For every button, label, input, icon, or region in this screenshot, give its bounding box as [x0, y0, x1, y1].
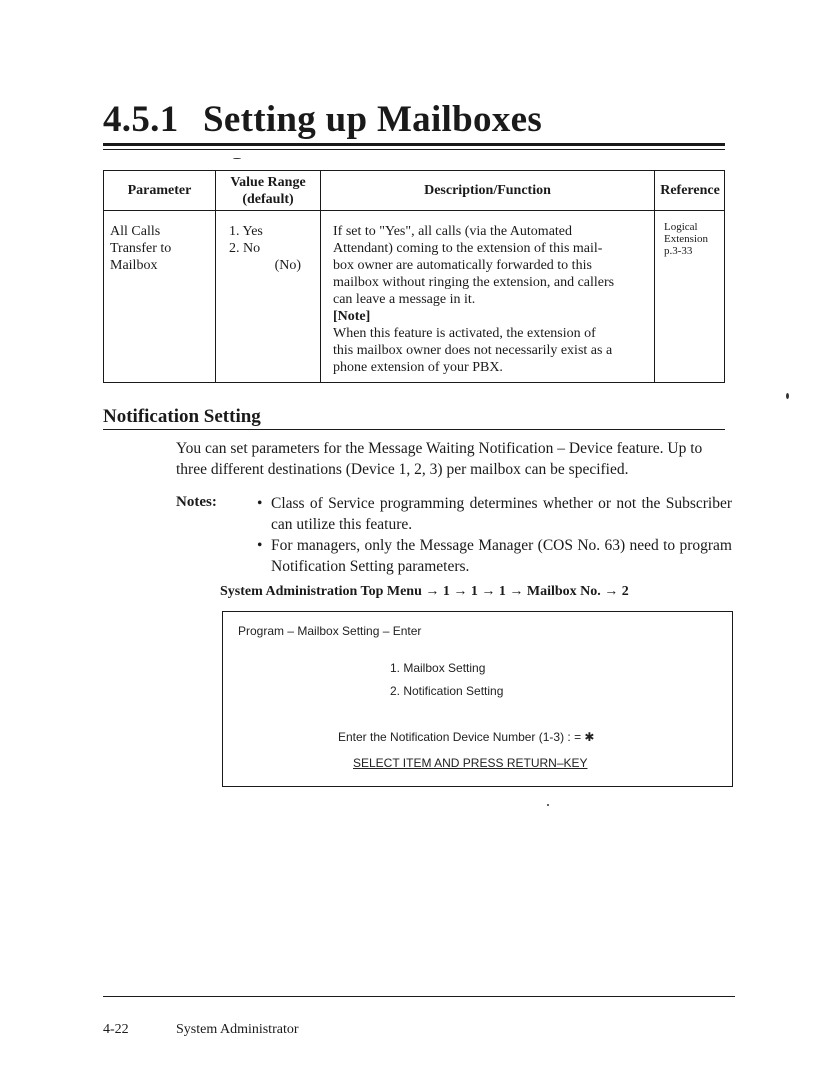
title-rule-thin [103, 149, 725, 150]
page-number: 4-22 [103, 1022, 129, 1037]
menu-option-mailbox-setting: 1. Mailbox Setting [390, 661, 486, 675]
terminal-screen [222, 611, 733, 787]
note-label: [Note] [333, 309, 371, 324]
header-value-range: Value Range (default) [230, 175, 306, 207]
section-title: Notification Setting [103, 406, 261, 427]
scan-speck [233, 158, 241, 159]
section-number: 4.5.1 [103, 99, 179, 140]
menu-option-notification-setting: 2. Notification Setting [390, 684, 504, 698]
page-title [103, 98, 542, 141]
parameter-table [103, 170, 725, 383]
cell-description: If set to "Yes", all calls (via the Automated Attendant) coming to the extension of this mail- box owner are automatically forwarded to this mailbox without ringing the extension, and callers can leave a message in it. [Note] When this feature is activated, the extension of this mailbox owner does not necessarily exist as a phone extension of your PBX. [333, 224, 615, 375]
notes-label: Notes: [176, 494, 217, 510]
scan-speck [547, 804, 549, 806]
scan-speck [786, 393, 789, 399]
section-rule [103, 429, 725, 430]
cell-reference: Logical Extension p.3-33 [664, 221, 708, 257]
note-item: • Class of Service programming determines whether or not the Subscriber can utilize this feature. [257, 495, 732, 533]
screen-instruction: SELECT ITEM AND PRESS RETURN–KEY [353, 756, 588, 770]
header-description: Description/Function [424, 183, 551, 198]
footer-rule [103, 996, 735, 997]
notes-list [257, 493, 732, 577]
menu-path: System Administration Top Menu → 1 → 1 → 1 → Mailbox No. → 2 [220, 584, 629, 599]
title-rule [103, 143, 725, 146]
screen-header: Program – Mailbox Setting – Enter [238, 624, 422, 638]
header-parameter: Parameter [127, 183, 192, 198]
note-item: • For managers, only the Message Manager (COS No. 63) need to program Notification Setting parameters. [257, 537, 732, 575]
section-heading: Setting up Mailboxes [203, 99, 543, 140]
header-reference: Reference [660, 183, 720, 198]
device-number-prompt: Enter the Notification Device Number (1-3) : = ✱ [338, 730, 595, 744]
cell-value-range: 1. Yes 2. No (No) [229, 224, 301, 273]
section-paragraph: You can set parameters for the Message Waiting Notification – Device feature. Up to three different destinations (Device 1, 2, 3) per mailbox can be specified. [176, 440, 703, 478]
footer-title: System Administrator [176, 1022, 299, 1037]
cell-parameter: All Calls Transfer to Mailbox [110, 224, 172, 273]
